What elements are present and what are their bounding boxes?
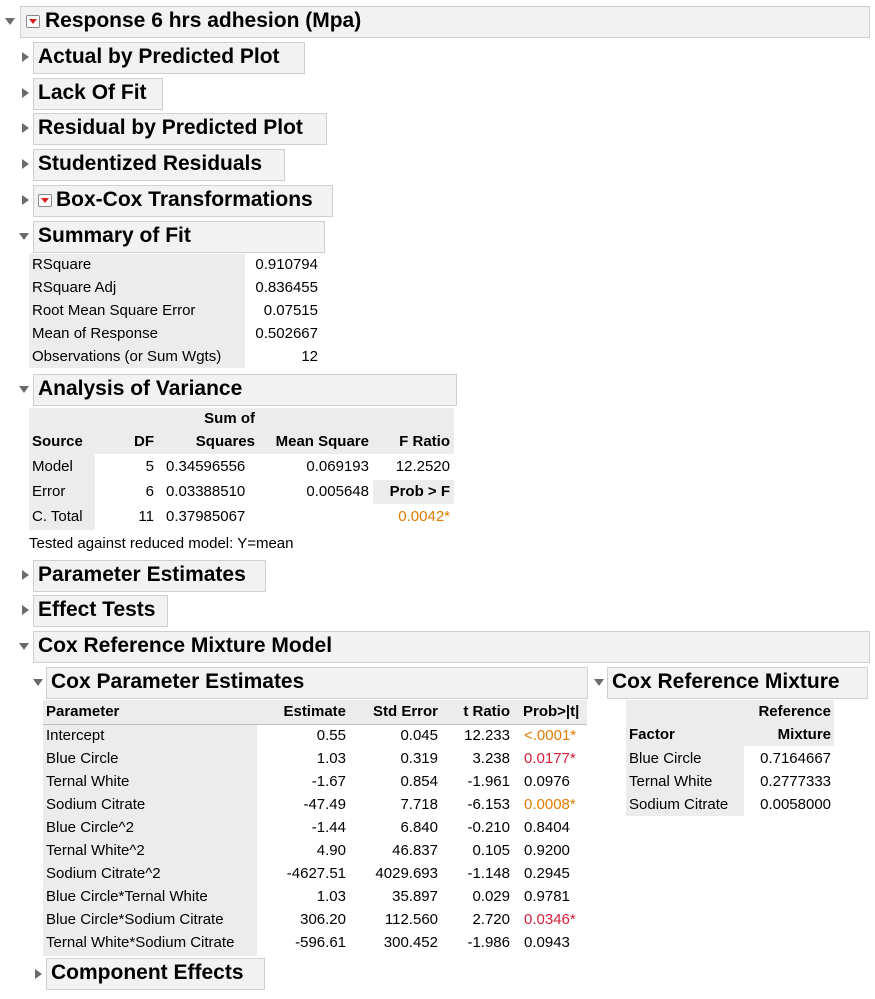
section-title: Residual by Predicted Plot [38,116,303,139]
disclosure-open-icon[interactable] [33,679,43,686]
anova-header-ss2: Squares [195,433,255,450]
anova-fratio: 12.2520 [395,458,450,475]
disclosure-open-icon[interactable] [594,679,604,686]
cox-tratio: -1.986 [467,934,510,951]
cox-estimate: 1.03 [316,888,346,905]
mixture-factor: Blue Circle [629,750,702,767]
disclosure-open-icon[interactable] [19,233,29,240]
cox-parameter: Blue Circle^2 [46,819,134,836]
cox-stderr: 4029.693 [375,865,438,882]
summary-label: Mean of Response [32,325,158,342]
anova-prob-header: Prob > F [389,483,450,500]
anova-prob-value: 0.0042* [398,508,450,525]
cox-stderr: 46.837 [392,842,438,859]
cox-tratio: -1.961 [467,773,510,790]
cox-parameter: Blue Circle*Ternal White [46,888,208,905]
cox-stderr: 0.045 [400,727,438,744]
cox-tratio: -1.148 [467,865,510,882]
section-title: Lack Of Fit [38,81,147,104]
mixture-header-ref1: Reference [758,703,831,720]
anova-header-fratio: F Ratio [399,433,450,450]
section-title: Actual by Predicted Plot [38,45,280,68]
section-component-effects[interactable] [46,958,265,990]
cox-prob: 0.2945 [524,865,570,882]
section-title: Parameter Estimates [38,563,246,586]
section-cox-mixture[interactable] [607,667,868,699]
summary-value: 0.502667 [255,325,318,342]
anova-ss: 0.34596556 [166,458,246,475]
disclosure-closed-icon[interactable] [22,159,29,169]
section-title: Cox Parameter Estimates [51,670,305,693]
mixture-factor: Sodium Citrate [629,796,729,813]
cox-prob: 0.9781 [524,888,570,905]
cox-stderr: 0.319 [400,750,438,767]
cox-parameter: Blue Circle*Sodium Citrate [46,911,224,928]
cox-prob: <.0001* [524,727,577,744]
cox-prob: 0.0943 [524,934,570,951]
anova-source: Error [32,483,66,500]
summary-value: 0.910794 [255,256,318,273]
cox-estimate: 0.55 [316,727,346,744]
cox-tratio: 12.233 [464,727,510,744]
summary-label: RSquare [32,256,92,273]
summary-label: Observations (or Sum Wgts) [32,348,222,365]
cox-estimate: -4627.51 [286,865,346,882]
disclosure-closed-icon[interactable] [35,969,42,979]
summary-value: 0.07515 [263,302,318,319]
section-box-cox[interactable] [33,185,333,217]
section-title: Summary of Fit [38,224,191,247]
anova-ss: 0.37985067 [166,508,246,525]
cox-header-tratio: t Ratio [463,703,510,720]
section-title: Effect Tests [38,598,156,621]
cox-estimate: 1.03 [316,750,346,767]
mixture-value: 0.0058000 [760,796,831,813]
section-lack-of-fit[interactable] [33,78,163,110]
cox-prob: 0.0346* [524,911,576,928]
cox-stderr: 6.840 [400,819,438,836]
response-title: Response 6 hrs adhesion (Mpa) [45,9,362,32]
section-title: Analysis of Variance [38,377,243,400]
section-parameter-estimates[interactable] [33,560,266,592]
cox-estimate: -1.67 [311,773,346,790]
cox-header-parameter: Parameter [46,703,120,720]
anova-source: C. Total [32,508,83,525]
cox-prob: 0.9200 [524,842,570,859]
cox-prob: 0.0976 [524,773,570,790]
cox-header-prob: Prob>|t| [523,703,580,720]
disclosure-closed-icon[interactable] [22,570,29,580]
section-residual-by-predicted[interactable] [33,113,327,145]
cox-stderr: 0.854 [400,773,438,790]
section-cox-params[interactable] [46,667,588,699]
cox-tratio: -0.210 [467,819,510,836]
cox-parameter: Sodium Citrate [46,796,146,813]
section-title: Box-Cox Transformations [56,188,313,211]
anova-df: 6 [145,483,154,500]
cox-stderr: 7.718 [400,796,438,813]
cox-header-estimate: Estimate [283,703,346,720]
cox-prob: 0.8404 [524,819,570,836]
summary-value: 12 [301,348,318,365]
disclosure-closed-icon[interactable] [22,88,29,98]
mixture-header-ref2: Mixture [777,726,831,743]
anova-source: Model [32,458,73,475]
cox-estimate: 306.20 [300,911,346,928]
disclosure-open-icon[interactable] [19,643,29,650]
summary-value: 0.836455 [255,279,318,296]
section-studentized-residuals[interactable] [33,149,285,181]
cox-parameter: Ternal White*Sodium Citrate [46,934,235,951]
cox-stderr: 35.897 [392,888,438,905]
section-anova[interactable] [33,374,457,406]
cox-tratio: 3.238 [472,750,510,767]
cox-parameter: Ternal White [46,773,130,790]
disclosure-closed-icon[interactable] [22,123,29,133]
section-actual-by-predicted[interactable] [33,42,305,74]
anova-df: 5 [145,458,154,475]
disclosure-closed-icon[interactable] [22,52,29,62]
section-summary-of-fit[interactable] [33,221,325,253]
cox-parameter: Sodium Citrate^2 [46,865,161,882]
disclosure-open-icon[interactable] [19,386,29,393]
cox-tratio: 0.105 [472,842,510,859]
cox-tratio: 2.720 [472,911,510,928]
disclosure-open-icon[interactable] [5,18,15,25]
section-title: Component Effects [51,961,244,984]
anova-header-source: Source [32,433,83,450]
anova-header-ms: Mean Square [275,433,369,450]
section-effect-tests[interactable] [33,595,168,627]
cox-stderr: 112.560 [384,911,438,928]
cox-prob: 0.0008* [524,796,576,813]
menu-dropdown-icon[interactable] [38,194,52,207]
mixture-value: 0.7164667 [760,750,831,767]
anova-note: Tested against reduced model: Y=mean [29,535,294,552]
anova-ms: 0.069193 [306,458,369,475]
disclosure-closed-icon[interactable] [22,605,29,615]
anova-header-df: DF [134,433,154,450]
cox-estimate: -596.61 [295,934,346,951]
mixture-factor: Ternal White [629,773,713,790]
cox-estimate: -47.49 [303,796,346,813]
cox-tratio: -6.153 [467,796,510,813]
cox-stderr: 300.452 [383,934,438,951]
menu-dropdown-icon[interactable] [26,15,40,28]
anova-ms: 0.005648 [306,483,369,500]
section-title: Cox Reference Mixture [612,670,840,693]
cox-estimate: -1.44 [311,819,346,836]
mixture-value: 0.2777333 [760,773,831,790]
cox-prob: 0.0177* [524,750,576,767]
section-cox-model[interactable] [33,631,870,663]
disclosure-closed-icon[interactable] [22,195,29,205]
section-title: Studentized Residuals [38,152,263,175]
section-title: Cox Reference Mixture Model [38,634,333,657]
summary-label: RSquare Adj [32,279,117,296]
cox-tratio: 0.029 [472,888,510,905]
anova-df: 11 [138,508,154,525]
anova-ss: 0.03388510 [166,483,246,500]
cox-parameter: Ternal White^2 [46,842,145,859]
cox-estimate: 4.90 [316,842,346,859]
summary-label: Root Mean Square Error [32,302,196,319]
cox-parameter: Intercept [46,727,105,744]
anova-header-ss1: Sum of [204,410,255,427]
cox-parameter: Blue Circle [46,750,119,767]
cox-header-stderr: Std Error [372,703,438,720]
mixture-header-factor: Factor [629,726,675,743]
response-header[interactable] [20,6,870,38]
